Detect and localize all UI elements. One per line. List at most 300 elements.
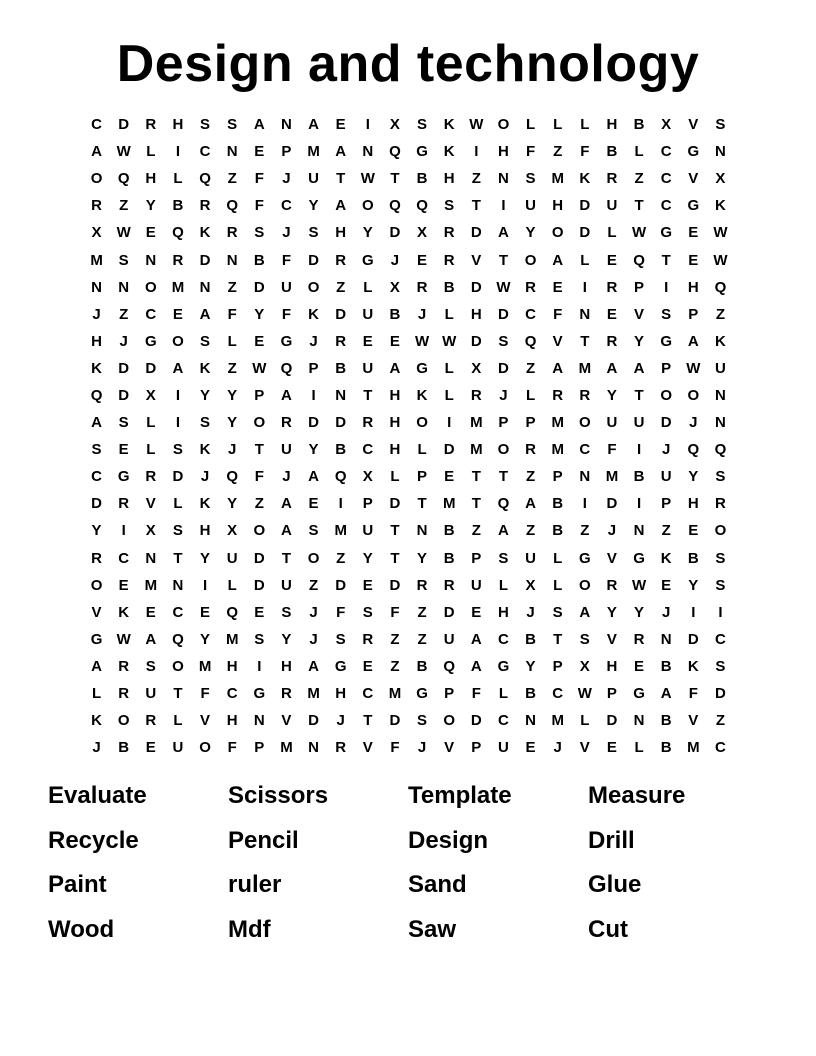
- grid-letter: C: [362, 685, 374, 703]
- grid-letter: D: [470, 224, 482, 242]
- grid-letter: Q: [416, 197, 428, 215]
- grid-row: [83, 680, 735, 707]
- grid-letter: G: [416, 143, 428, 161]
- grid-letter: J: [200, 468, 210, 486]
- grid-letter: B: [172, 197, 184, 215]
- grid-letter: O: [416, 414, 428, 432]
- grid-letter: J: [526, 603, 535, 621]
- grid-letter: R: [335, 332, 347, 350]
- grid-letter: X: [91, 224, 102, 242]
- grid-letter: G: [687, 197, 700, 215]
- grid-letter: N: [199, 278, 211, 296]
- grid-letter: A: [308, 657, 319, 675]
- grid-letter: U: [525, 197, 536, 215]
- grid-letter: Q: [389, 197, 401, 215]
- grid-letter: M: [90, 251, 103, 269]
- grid-letter: M: [578, 359, 592, 377]
- grid-letter: K: [443, 143, 455, 161]
- grid-letter: D: [308, 712, 319, 730]
- grid-letter: D: [199, 251, 211, 269]
- grid-letter: S: [227, 116, 238, 134]
- grid-letter: N: [498, 170, 509, 188]
- grid-letter: Z: [119, 305, 129, 323]
- grid-letter: T: [363, 386, 373, 404]
- grid-letter: I: [447, 414, 452, 432]
- grid-letter: U: [308, 170, 319, 188]
- grid-letter: F: [200, 685, 210, 703]
- grid-letter: L: [580, 251, 590, 269]
- grid-letter: J: [689, 414, 698, 432]
- grid-letter: Y: [227, 386, 238, 404]
- grid-letter: B: [253, 251, 265, 269]
- grid-letter: Z: [336, 549, 346, 567]
- grid-letter: M: [171, 278, 185, 296]
- grid-letter: D: [118, 359, 130, 377]
- grid-letter: Z: [580, 522, 590, 540]
- grid-letter: Z: [471, 170, 481, 188]
- grid-letter: O: [199, 739, 211, 757]
- grid-letter: N: [579, 305, 591, 323]
- grid-letter: X: [715, 170, 726, 188]
- grid-letter: A: [335, 143, 347, 161]
- grid-letter: X: [525, 576, 536, 594]
- grid-letter: F: [254, 468, 264, 486]
- grid-row: [83, 436, 735, 463]
- grid-letter: M: [144, 576, 158, 594]
- grid-letter: R: [145, 712, 157, 730]
- grid-letter: K: [199, 495, 211, 513]
- grid-letter: O: [117, 712, 130, 730]
- grid-letter: S: [200, 414, 211, 432]
- grid-letter: Y: [254, 305, 265, 323]
- grid-letter: J: [607, 522, 617, 540]
- grid-letter: B: [633, 116, 645, 134]
- grid-letter: W: [116, 630, 131, 648]
- grid-letter: L: [634, 739, 644, 757]
- grid-letter: N: [525, 712, 536, 730]
- grid-letter: V: [471, 251, 482, 269]
- grid-letter: R: [552, 386, 564, 404]
- grid-letter: T: [471, 495, 481, 513]
- grid-letter: M: [225, 630, 239, 648]
- grid-letter: Q: [172, 630, 184, 648]
- grid-letter: Q: [280, 359, 293, 377]
- grid-letter: T: [634, 386, 644, 404]
- grid-letter: T: [498, 251, 509, 269]
- grid-letter: H: [498, 143, 509, 161]
- grid-row: [83, 355, 735, 382]
- grid-letter: S: [498, 549, 509, 567]
- grid-letter: X: [471, 359, 482, 377]
- grid-row: [83, 409, 735, 436]
- grid-letter: I: [175, 143, 181, 161]
- grid-letter: E: [118, 576, 129, 594]
- grid-letter: R: [470, 386, 482, 404]
- grid-letter: L: [417, 441, 427, 459]
- grid-letter: P: [362, 495, 373, 513]
- grid-letter: I: [582, 495, 587, 513]
- grid-letter: P: [308, 359, 319, 377]
- grid-letter: B: [633, 468, 645, 486]
- grid-letter: F: [336, 603, 346, 621]
- grid-letter: P: [661, 359, 672, 377]
- grid-letter: V: [634, 305, 645, 323]
- grid-letter: U: [660, 468, 672, 486]
- grid-letter: T: [417, 495, 427, 513]
- grid-letter: E: [254, 332, 265, 350]
- grid-letter: E: [688, 251, 699, 269]
- grid-letter: A: [308, 468, 319, 486]
- grid-letter: I: [311, 386, 316, 404]
- word-list-item: Template: [408, 782, 512, 809]
- grid-letter: M: [551, 170, 564, 188]
- grid-letter: V: [444, 739, 455, 757]
- word-list-item: Scissors: [228, 782, 329, 809]
- grid-letter: L: [146, 143, 156, 161]
- grid-letter: Y: [227, 414, 238, 432]
- grid-letter: B: [660, 739, 672, 757]
- grid-letter: A: [470, 630, 482, 648]
- grid-letter: G: [660, 332, 673, 350]
- grid-letter: R: [416, 278, 428, 296]
- grid-row: [83, 734, 735, 761]
- grid-letter: Q: [199, 170, 211, 188]
- grid-letter: X: [579, 657, 590, 675]
- grid-letter: S: [525, 170, 536, 188]
- grid-letter: A: [470, 657, 482, 675]
- grid-letter: Y: [362, 224, 373, 242]
- grid-letter: I: [257, 657, 262, 675]
- grid-letter: E: [552, 278, 563, 296]
- grid-letter: C: [715, 739, 726, 757]
- grid-letter: K: [687, 657, 699, 675]
- grid-letter: R: [145, 468, 157, 486]
- grid-letter: R: [281, 414, 292, 432]
- grid-letter: Z: [471, 522, 481, 540]
- grid-letter: R: [416, 576, 428, 594]
- grid-letter: X: [145, 386, 156, 404]
- grid-letter: A: [606, 359, 618, 377]
- grid-letter: I: [365, 116, 370, 134]
- grid-letter: H: [552, 197, 564, 215]
- grid-letter: H: [335, 685, 347, 703]
- grid-letter: R: [606, 332, 618, 350]
- grid-letter: J: [309, 630, 318, 648]
- grid-row: [83, 626, 735, 653]
- grid-letter: W: [496, 278, 511, 296]
- grid-letter: I: [501, 197, 506, 215]
- grid-letter: Q: [389, 143, 401, 161]
- grid-letter: L: [634, 143, 644, 161]
- grid-letter: N: [715, 414, 726, 432]
- grid-letter: D: [470, 332, 482, 350]
- grid-letter: S: [417, 116, 428, 134]
- grid-letter: O: [443, 712, 456, 730]
- grid-letter: H: [199, 522, 211, 540]
- grid-letter: O: [90, 170, 103, 188]
- grid-letter: M: [551, 441, 564, 459]
- grid-letter: D: [498, 359, 509, 377]
- grid-letter: O: [687, 386, 700, 404]
- grid-letter: G: [687, 143, 700, 161]
- page-title: Design and technology: [116, 35, 700, 93]
- grid-letter: A: [308, 116, 319, 134]
- grid-letter: G: [416, 359, 428, 377]
- grid-letter: L: [553, 116, 563, 134]
- grid-letter: Y: [417, 549, 428, 567]
- grid-letter: K: [715, 197, 726, 215]
- grid-letter: W: [414, 332, 430, 350]
- grid-letter: D: [443, 603, 455, 621]
- grid-letter: B: [443, 278, 455, 296]
- grid-letter: M: [280, 739, 293, 757]
- grid-letter: T: [254, 441, 264, 459]
- grid-letter: H: [470, 305, 482, 323]
- grid-letter: Y: [91, 522, 102, 540]
- grid-letter: X: [145, 522, 156, 540]
- grid-letter: Y: [688, 468, 699, 486]
- grid-letter: Z: [254, 495, 264, 513]
- grid-letter: W: [713, 224, 728, 242]
- grid-letter: C: [715, 630, 726, 648]
- grid-letter: A: [498, 224, 509, 242]
- grid-letter: G: [334, 657, 347, 675]
- grid-letter: M: [687, 739, 700, 757]
- grid-row: [83, 165, 735, 192]
- grid-letter: A: [91, 143, 102, 161]
- grid-letter: T: [471, 468, 481, 486]
- grid-letter: E: [606, 739, 617, 757]
- grid-letter: E: [525, 739, 536, 757]
- grid-letter: G: [117, 468, 130, 486]
- grid-letter: K: [443, 116, 455, 134]
- grid-letter: Z: [227, 170, 237, 188]
- grid-letter: Z: [227, 359, 237, 377]
- grid-letter: C: [660, 197, 672, 215]
- grid-letter: D: [172, 468, 184, 486]
- grid-letter: M: [334, 522, 347, 540]
- grid-letter: F: [607, 441, 617, 459]
- grid-letter: L: [227, 332, 237, 350]
- grid-letter: D: [389, 224, 401, 242]
- grid-letter: S: [172, 522, 183, 540]
- grid-letter: F: [471, 685, 481, 703]
- grid-letter: P: [525, 414, 536, 432]
- grid-letter: R: [606, 170, 618, 188]
- grid-letter: K: [91, 712, 102, 730]
- grid-letter: B: [552, 522, 564, 540]
- grid-letter: R: [633, 630, 645, 648]
- grid-letter: P: [634, 278, 645, 296]
- grid-letter: H: [606, 657, 618, 675]
- grid-letter: N: [226, 251, 238, 269]
- grid-letter: D: [91, 495, 102, 513]
- grid-letter: Z: [390, 630, 400, 648]
- grid-letter: J: [499, 386, 508, 404]
- grid-letter: R: [362, 630, 374, 648]
- grid-letter: R: [443, 576, 455, 594]
- grid-letter: J: [390, 251, 400, 269]
- grid-letter: O: [307, 278, 320, 296]
- grid-letter: G: [144, 332, 157, 350]
- grid-letter: Z: [525, 359, 536, 377]
- grid-row: [83, 274, 735, 301]
- grid-letter: J: [553, 739, 562, 757]
- grid-letter: K: [118, 603, 130, 621]
- grid-letter: V: [281, 712, 292, 730]
- grid-letter: H: [389, 441, 401, 459]
- grid-letter: P: [417, 468, 428, 486]
- grid-letter: U: [470, 576, 482, 594]
- grid-letter: X: [389, 116, 400, 134]
- grid-letter: T: [390, 522, 400, 540]
- grid-letter: O: [172, 657, 184, 675]
- grid-row: [83, 545, 735, 572]
- grid-letter: P: [444, 685, 455, 703]
- grid-letter: I: [474, 143, 479, 161]
- grid-letter: X: [417, 224, 428, 242]
- grid-letter: W: [442, 332, 457, 350]
- grid-letter: I: [718, 603, 723, 621]
- grid-letter: U: [715, 359, 726, 377]
- grid-row: [83, 219, 735, 246]
- grid-letter: K: [199, 224, 211, 242]
- grid-letter: J: [228, 441, 237, 459]
- grid-letter: R: [715, 495, 726, 513]
- grid-letter: A: [525, 495, 536, 513]
- grid-letter: D: [335, 576, 347, 594]
- word-list-item: Glue: [588, 871, 642, 898]
- grid-letter: L: [607, 224, 617, 242]
- grid-letter: Q: [687, 441, 700, 459]
- grid-letter: L: [580, 116, 590, 134]
- grid-letter: X: [362, 468, 373, 486]
- grid-letter: H: [687, 278, 699, 296]
- grid-letter: G: [416, 685, 428, 703]
- grid-letter: V: [145, 495, 156, 513]
- grid-letter: R: [443, 251, 455, 269]
- grid-letter: Q: [226, 468, 239, 486]
- grid-letter: M: [388, 685, 402, 703]
- grid-letter: L: [553, 576, 563, 594]
- grid-row: [83, 246, 735, 273]
- grid-letter: C: [199, 143, 211, 161]
- word-list-item: Design: [408, 826, 489, 854]
- grid-letter: F: [390, 603, 400, 621]
- grid-letter: A: [91, 414, 102, 432]
- grid-letter: P: [254, 386, 265, 404]
- grid-letter: X: [389, 278, 400, 296]
- grid-letter: D: [389, 712, 401, 730]
- grid-letter: J: [92, 739, 101, 757]
- grid-letter: M: [551, 712, 564, 730]
- grid-letter: Y: [634, 332, 645, 350]
- grid-letter: Y: [200, 549, 211, 567]
- grid-letter: A: [660, 685, 672, 703]
- grid-letter: A: [145, 630, 157, 648]
- grid-letter: Z: [661, 522, 671, 540]
- grid-letter: E: [688, 224, 699, 242]
- grid-letter: P: [552, 468, 563, 486]
- grid-letter: H: [443, 170, 455, 188]
- grid-letter: Z: [119, 197, 129, 215]
- grid-letter: C: [91, 468, 102, 486]
- grid-letter: B: [606, 143, 618, 161]
- grid-letter: E: [606, 251, 617, 269]
- grid-letter: A: [172, 359, 184, 377]
- grid-letter: H: [172, 116, 184, 134]
- grid-letter: Y: [308, 441, 319, 459]
- grid-letter: O: [497, 441, 510, 459]
- grid-letter: A: [199, 305, 211, 323]
- grid-letter: U: [498, 739, 509, 757]
- grid-letter: V: [91, 603, 102, 621]
- grid-letter: E: [172, 305, 183, 323]
- grid-letter: T: [173, 685, 183, 703]
- grid-letter: Z: [553, 143, 563, 161]
- grid-letter: H: [226, 657, 238, 675]
- grid-letter: Z: [308, 576, 319, 594]
- grid-letter: G: [633, 549, 645, 567]
- grid-letter: D: [660, 414, 672, 432]
- grid-letter: T: [336, 170, 346, 188]
- grid-letter: M: [470, 414, 483, 432]
- grid-letter: F: [254, 197, 264, 215]
- grid-letter: D: [715, 685, 726, 703]
- grid-letter: T: [580, 332, 590, 350]
- grid-letter: T: [390, 170, 400, 188]
- grid-letter: N: [145, 549, 157, 567]
- grid-letter: O: [253, 522, 266, 540]
- grid-letter: E: [335, 116, 346, 134]
- grid-letter: I: [691, 603, 696, 621]
- grid-letter: D: [443, 441, 455, 459]
- grid-letter: Q: [226, 603, 239, 621]
- grid-letter: Z: [715, 305, 726, 323]
- grid-letter: K: [715, 332, 726, 350]
- grid-letter: H: [91, 332, 102, 350]
- grid-letter: E: [118, 441, 129, 459]
- grid-letter: F: [227, 739, 237, 757]
- word-list-item: Mdf: [228, 915, 271, 943]
- grid-letter: V: [688, 170, 699, 188]
- grid-letter: T: [471, 197, 481, 215]
- grid-letter: B: [443, 549, 455, 567]
- grid-letter: T: [498, 468, 509, 486]
- grid-letter: W: [577, 685, 592, 703]
- grid-letter: B: [416, 657, 428, 675]
- grid-letter: L: [444, 386, 454, 404]
- grid-letter: A: [281, 495, 292, 513]
- grid-letter: D: [253, 549, 265, 567]
- grid-letter: H: [389, 386, 401, 404]
- grid-letter: S: [715, 657, 726, 675]
- grid-letter: N: [362, 143, 374, 161]
- grid-letter: U: [172, 739, 184, 757]
- grid-letter: U: [145, 685, 157, 703]
- grid-letter: I: [202, 576, 208, 594]
- grid-letter: P: [471, 739, 482, 757]
- grid-letter: L: [146, 414, 156, 432]
- grid-letter: P: [498, 414, 509, 432]
- grid-letter: C: [552, 685, 564, 703]
- grid-letter: M: [307, 143, 320, 161]
- grid-letter: R: [172, 251, 184, 269]
- grid-letter: X: [227, 522, 238, 540]
- grid-row: [83, 707, 735, 734]
- grid-letter: J: [309, 603, 318, 621]
- grid-letter: I: [636, 495, 642, 513]
